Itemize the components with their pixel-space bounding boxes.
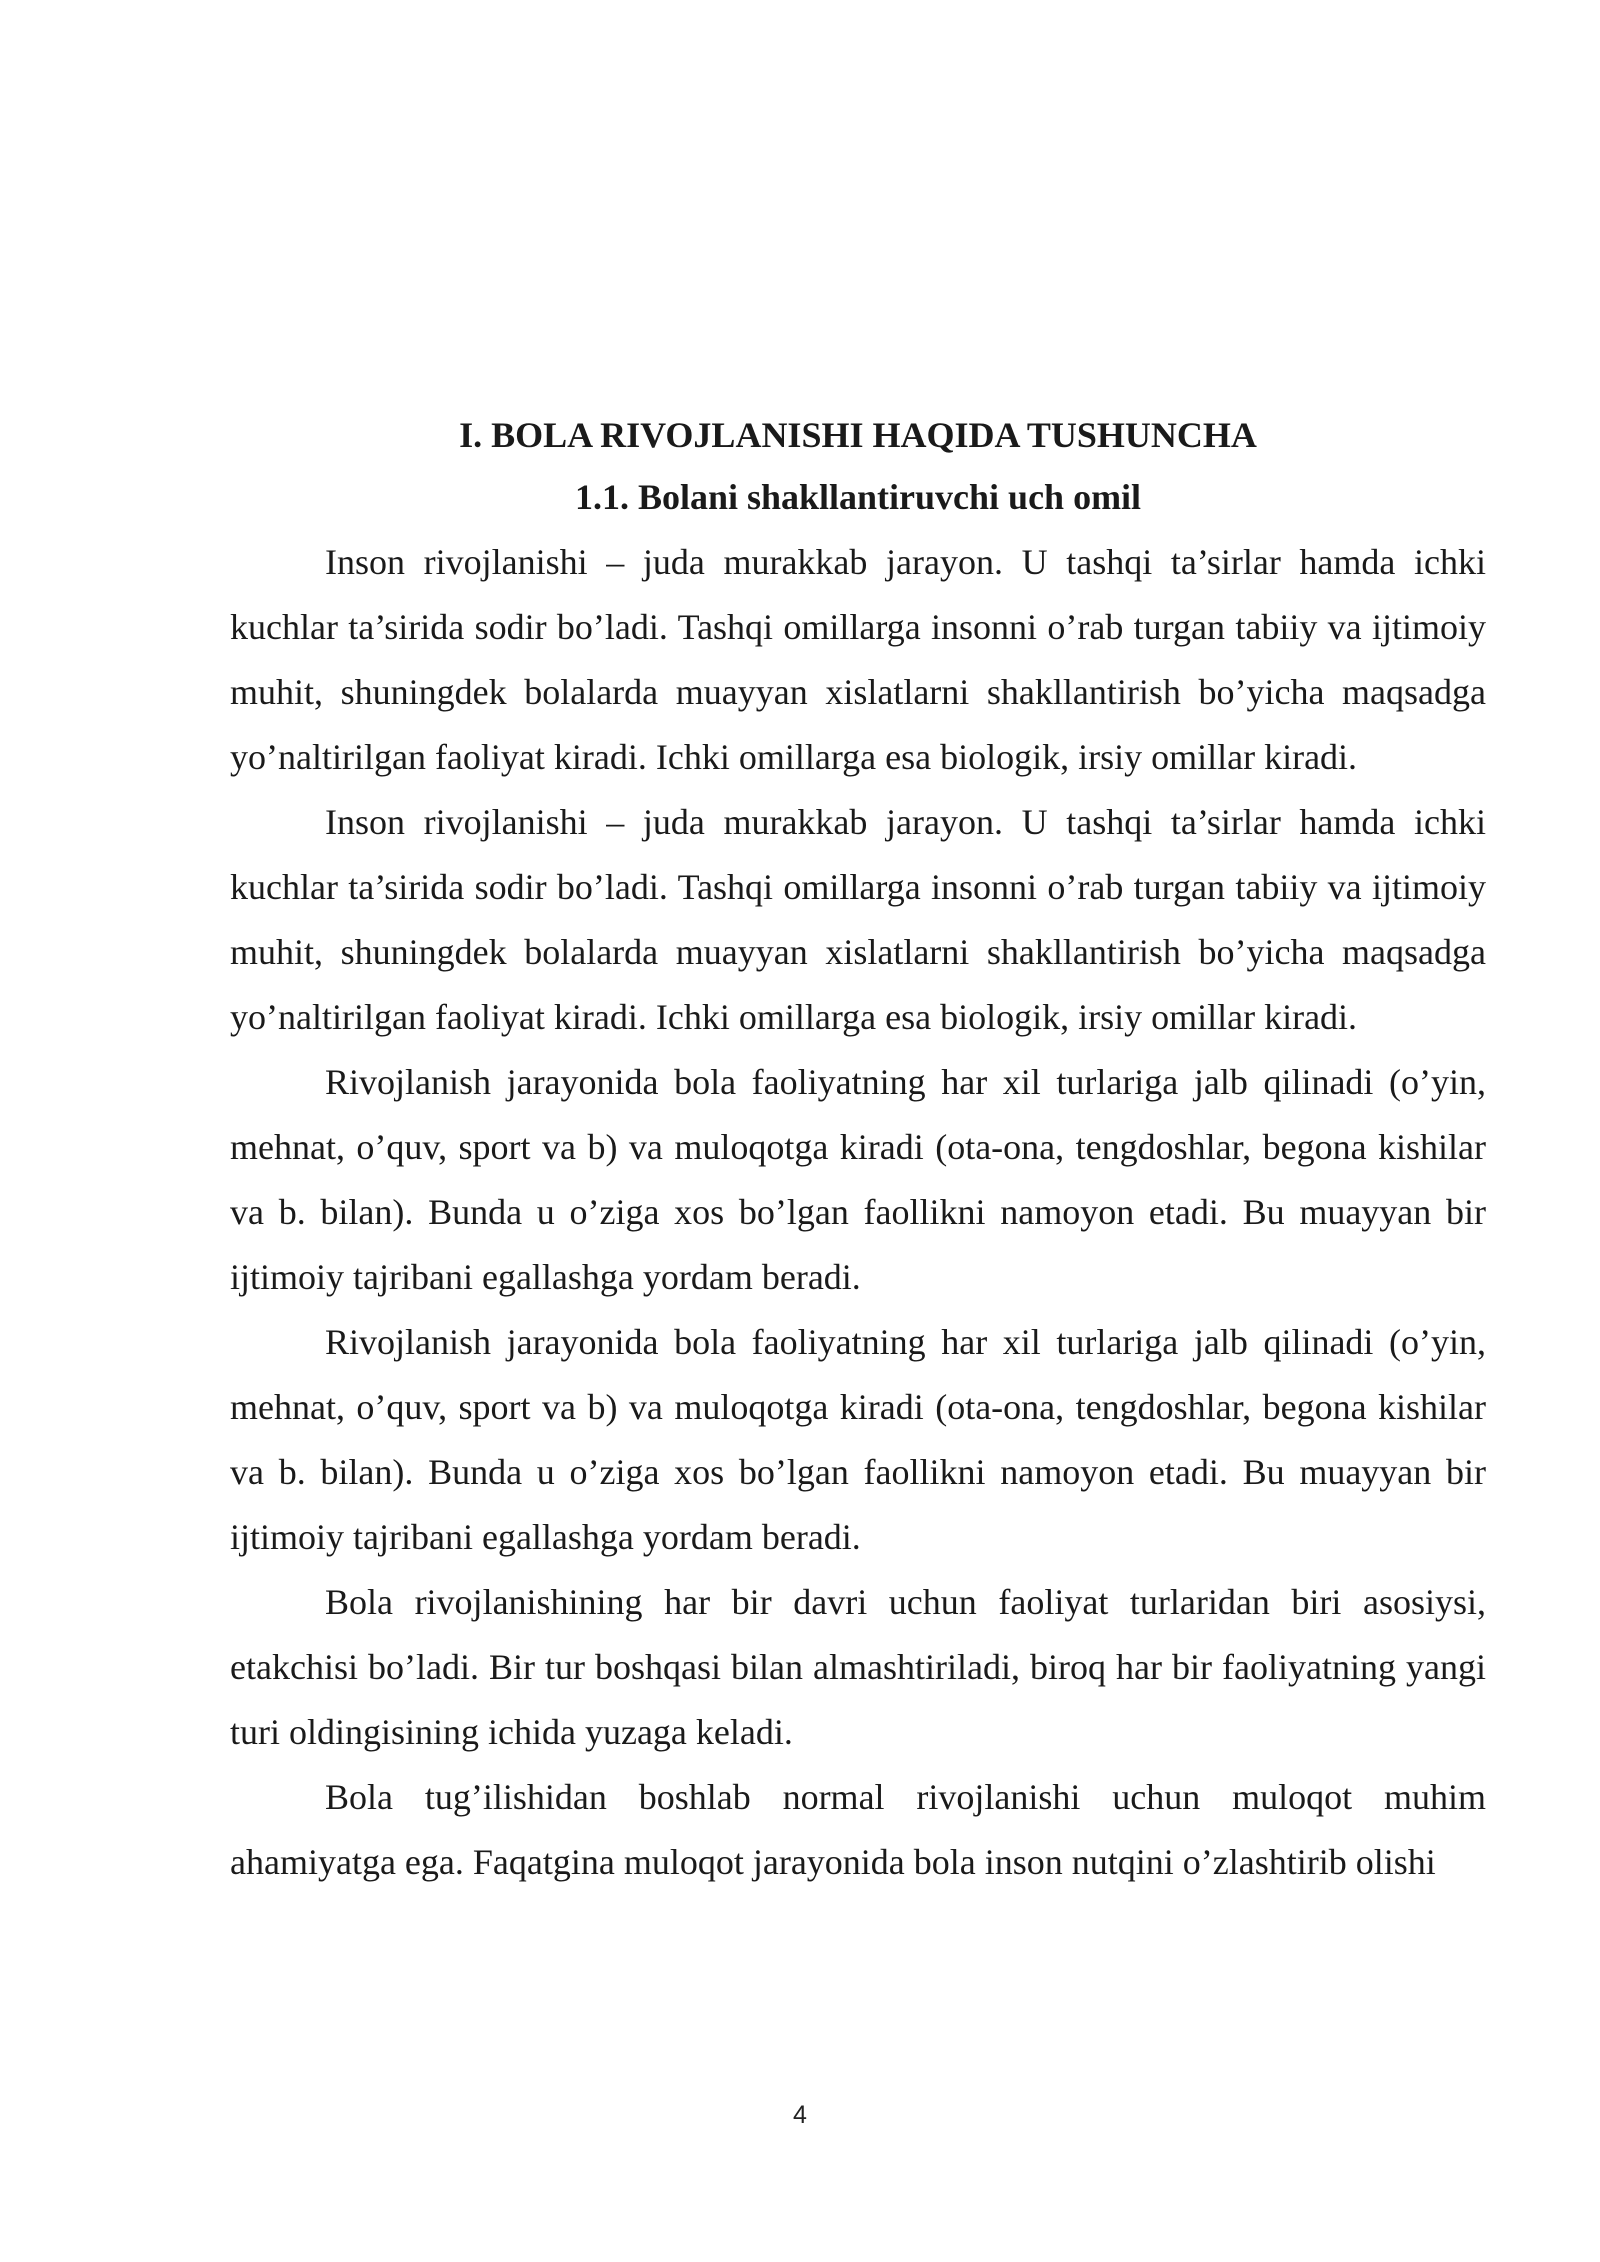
- paragraph-5: Bola rivojlanishining har bir davri uchun faoliyat turlaridan biri asosiysi, etakchisi bo’ladi. Bir tur boshqasi bilan almashtiriladi, biroq har bir faoliyatning yangi turi oldingisining ichida yuzaga keladi.: [230, 1582, 1486, 1752]
- page-number: 4: [793, 2101, 807, 2129]
- paragraph-3: Rivojlanish jarayonida bola faoliyatning har xil turlariga jalb qilinadi (o’yin, mehnat, o’quv, sport va b) va muloqotga kiradi (ota-ona, tengdoshlar, begona kishilar va b. bilan). Bunda u o’ziga xos bo’lgan faollikni namoyon etadi. Bu muayyan bir ijtimoiy tajribani egallashga yordam beradi.: [230, 1062, 1486, 1297]
- chapter-title: I. BOLA RIVOJLANISHI HAQIDA TUSHUNCHA: [459, 415, 1257, 455]
- page-content: [230, 405, 1486, 1895]
- paragraph-1: Inson rivojlanishi – juda murakkab jarayon. U tashqi ta’sirlar hamda ichki kuchlar ta’sirida sodir bo’ladi. Tashqi omillarga insonni o’rab turgan tabiiy va ijtimoiy muhit, shuningdek bolalarda muayyan xislatlarni shakllantirish bo’yicha maqsadga yo’naltirilgan faoliyat kiradi. Ichki omillarga esa biologik, irsiy omillar kiradi.: [230, 542, 1486, 777]
- paragraph-6: Bola tug’ilishidan boshlab normal rivojlanishi uchun muloqot muhim ahamiyatga ega. Faqatgina muloqot jarayonida bola inson nutqini o’zlashtirib olishi: [230, 1777, 1486, 1882]
- section-title: 1.1. Bolani shakllantiruvchi uch omil: [574, 477, 1142, 517]
- paragraph-2: Inson rivojlanishi – juda murakkab jarayon. U tashqi ta’sirlar hamda ichki kuchlar ta’sirida sodir bo’ladi. Tashqi omillarga insonni o’rab turgan tabiiy va ijtimoiy muhit, shuningdek bolalarda muayyan xislatlarni shakllantirish bo’yicha maqsadga yo’naltirilgan faoliyat kiradi. Ichki omillarga esa biologik, irsiy omillar kiradi.: [230, 802, 1486, 1037]
- paragraph-4: Rivojlanish jarayonida bola faoliyatning har xil turlariga jalb qilinadi (o’yin, mehnat, o’quv, sport va b) va muloqotga kiradi (ota-ona, tengdoshlar, begona kishilar va b. bilan). Bunda u o’ziga xos bo’lgan faollikni namoyon etadi. Bu muayyan bir ijtimoiy tajribani egallashga yordam beradi.: [230, 1322, 1486, 1557]
